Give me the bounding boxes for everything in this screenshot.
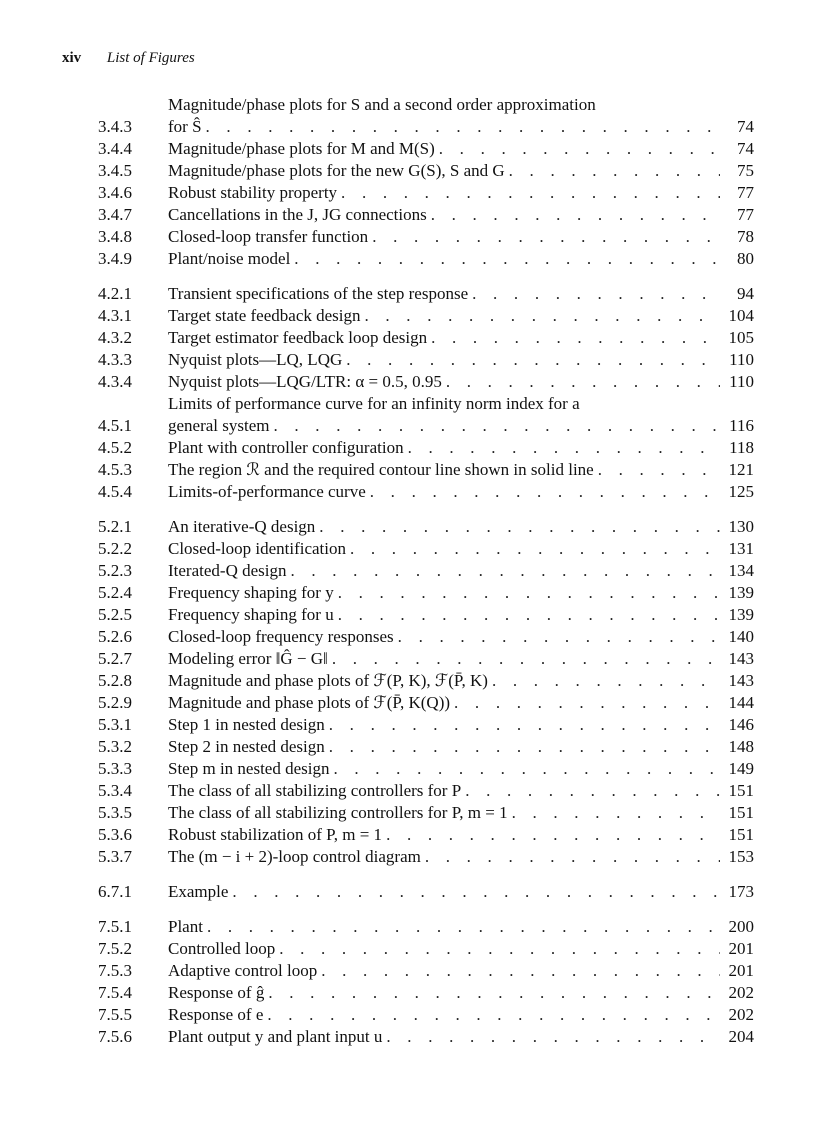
figure-entry — [98, 283, 754, 305]
figure-title: Robust stabilization of P, m = 1 — [168, 825, 383, 844]
figure-number: 5.3.3 — [98, 759, 132, 778]
figure-entry — [98, 160, 754, 182]
figure-entry — [98, 960, 754, 982]
page-ref: 110 — [729, 372, 754, 391]
dot-leader — [386, 824, 720, 846]
figure-entry — [98, 916, 754, 938]
figure-number: 7.5.5 — [98, 1005, 132, 1024]
figure-entry — [98, 846, 754, 868]
dot-leader — [232, 881, 720, 903]
figure-number: 5.3.4 — [98, 781, 132, 800]
figure-group — [98, 283, 754, 503]
dot-leader — [446, 371, 720, 393]
figure-entry — [98, 582, 754, 604]
figure-number: 7.5.2 — [98, 939, 132, 958]
figure-title: Plant — [168, 917, 203, 936]
figure-entry — [98, 437, 754, 459]
figure-number: 3.4.3 — [98, 117, 132, 136]
figure-number: 3.4.6 — [98, 183, 132, 202]
figure-number: 7.5.6 — [98, 1027, 132, 1046]
dot-leader — [370, 481, 720, 503]
dot-leader — [274, 415, 721, 437]
dot-leader — [346, 349, 720, 371]
page-ref: 74 — [737, 139, 754, 158]
figure-title: The region ℛ and the required contour line shown in solid line — [168, 460, 594, 479]
figure-title: Magnitude and phase plots of ℱ(P̄, K(Q)) — [168, 693, 451, 712]
dot-leader — [206, 116, 720, 138]
page-ref: 153 — [728, 847, 754, 866]
page-ref: 140 — [728, 627, 754, 646]
page-ref: 77 — [737, 205, 754, 224]
figure-entry — [98, 560, 754, 582]
figure-entry — [98, 459, 754, 481]
page-ref: 144 — [728, 693, 754, 712]
page-ref: 125 — [728, 482, 754, 501]
page-ref: 151 — [728, 825, 754, 844]
figure-entry — [98, 626, 754, 648]
figure-group — [98, 881, 754, 903]
dot-leader — [332, 648, 720, 670]
list-of-figures — [98, 94, 754, 1048]
dot-leader — [454, 692, 720, 714]
page-ref: 143 — [728, 649, 754, 668]
figure-number: 4.5.3 — [98, 460, 132, 479]
figure-title: for Ŝ — [168, 117, 202, 136]
figure-title: Plant output y and plant input u — [168, 1027, 383, 1046]
figure-title: Cancellations in the J, JG connections — [168, 205, 427, 224]
figure-entry — [98, 226, 754, 248]
figure-number: 5.3.7 — [98, 847, 132, 866]
figure-entry — [98, 881, 754, 903]
dot-leader — [268, 982, 720, 1004]
dot-leader — [431, 327, 720, 349]
dot-leader — [290, 560, 720, 582]
figure-number: 5.3.6 — [98, 825, 132, 844]
dot-leader — [492, 670, 720, 692]
figure-title: Step 1 in nested design — [168, 715, 325, 734]
figure-entry — [98, 305, 754, 327]
page-ref: 105 — [728, 328, 754, 347]
dot-leader — [338, 582, 720, 604]
dot-leader — [598, 459, 720, 481]
figure-entry — [98, 714, 754, 736]
figure-title: Target state feedback design — [168, 306, 361, 325]
page-ref: 151 — [728, 803, 754, 822]
page-ref: 202 — [728, 1005, 754, 1024]
dot-leader — [465, 780, 720, 802]
figure-title: Magnitude and phase plots of ℱ(P, K), ℱ(P̄, K) — [168, 671, 488, 690]
figure-group — [98, 916, 754, 1048]
page-ref: 173 — [728, 882, 754, 901]
page-ref: 143 — [728, 671, 754, 690]
figure-title: Step 2 in nested design — [168, 737, 325, 756]
figure-number: 5.2.6 — [98, 627, 132, 646]
figure-number: 4.2.1 — [98, 284, 132, 303]
figure-title: Iterated-Q design — [168, 561, 287, 580]
page-ref: 80 — [737, 249, 754, 268]
figure-entry — [98, 204, 754, 226]
figure-entry — [98, 349, 754, 371]
dot-leader — [294, 248, 720, 270]
dot-leader — [321, 960, 720, 982]
figure-entry — [98, 481, 754, 503]
figure-title: Closed-loop transfer function — [168, 227, 369, 246]
figure-entry — [98, 692, 754, 714]
figure-title: An iterative-Q design — [168, 517, 316, 536]
page-ref: 149 — [728, 759, 754, 778]
figure-title: Nyquist plots—LQ, LQG — [168, 350, 343, 369]
figure-number: 5.3.5 — [98, 803, 132, 822]
figure-number: 3.4.7 — [98, 205, 132, 224]
figure-entry — [98, 824, 754, 846]
dot-leader — [341, 182, 720, 204]
figure-number: 7.5.1 — [98, 917, 132, 936]
figure-number: 5.2.9 — [98, 693, 132, 712]
figure-title: Magnitude/phase plots for the new G(S), S and G — [168, 161, 505, 180]
figure-title: The (m − i + 2)-loop control diagram — [168, 847, 421, 866]
figure-title: Plant/noise model — [168, 249, 291, 268]
figure-title: Limits-of-performance curve — [168, 482, 366, 501]
figure-number: 4.5.1 — [98, 416, 132, 435]
figure-entry — [98, 516, 754, 538]
dot-leader — [267, 1004, 720, 1026]
figure-number: 4.5.4 — [98, 482, 132, 501]
figure-entry — [98, 248, 754, 270]
figure-number: 5.2.2 — [98, 539, 132, 558]
page-ref: 202 — [728, 983, 754, 1002]
figure-entry — [98, 670, 754, 692]
figure-title: Controlled loop — [168, 939, 276, 958]
figure-number: 4.3.3 — [98, 350, 132, 369]
dot-leader — [372, 226, 720, 248]
figure-entry — [98, 758, 754, 780]
dot-leader — [509, 160, 720, 182]
figure-entry — [98, 393, 754, 437]
figure-title: Limits of performance curve for an infinity norm index for a — [168, 394, 580, 413]
figure-entry — [98, 780, 754, 802]
figure-title: Step m in nested design — [168, 759, 330, 778]
figure-number: 5.2.8 — [98, 671, 132, 690]
figure-title: The class of all stabilizing controllers for P, m = 1 — [168, 803, 508, 822]
figure-entry — [98, 648, 754, 670]
figure-title: general system — [168, 416, 270, 435]
running-title: List of Figures — [106, 50, 195, 66]
figure-entry — [98, 802, 754, 824]
figure-title: Robust stability property — [168, 183, 338, 202]
page-ref: 78 — [737, 227, 754, 246]
figure-title: Target estimator feedback loop design — [168, 328, 428, 347]
figure-number: 3.4.9 — [98, 249, 132, 268]
dot-leader — [512, 802, 720, 824]
figure-number: 5.2.7 — [98, 649, 132, 668]
dot-leader — [386, 1026, 720, 1048]
page-ref: 131 — [728, 539, 754, 558]
figure-entry — [98, 538, 754, 560]
page-ref: 204 — [728, 1027, 754, 1046]
figure-title: Adaptive control loop — [168, 961, 318, 980]
figure-title: Magnitude/phase plots for M and M(S) — [168, 139, 435, 158]
figure-entry — [98, 327, 754, 349]
figure-entry — [98, 736, 754, 758]
dot-leader — [472, 283, 720, 305]
figure-number: 5.3.1 — [98, 715, 132, 734]
figure-title: Nyquist plots—LQG/LTR: α = 0.5, 0.95 — [168, 372, 442, 391]
figure-number: 5.3.2 — [98, 737, 132, 756]
page-ref: 75 — [737, 161, 754, 180]
dot-leader — [425, 846, 720, 868]
figure-number: 4.3.4 — [98, 372, 132, 391]
dot-leader — [408, 437, 720, 459]
figure-title: Response of e — [168, 1005, 264, 1024]
dot-leader — [279, 938, 720, 960]
page-ref: 121 — [728, 460, 754, 479]
figure-group — [98, 94, 754, 270]
figure-number: 5.2.4 — [98, 583, 132, 602]
page-ref: 139 — [728, 583, 754, 602]
figure-title: Magnitude/phase plots for S and a second order approximation — [168, 95, 596, 114]
figure-number: 7.5.4 — [98, 983, 132, 1002]
figure-number: 5.2.1 — [98, 517, 132, 536]
figure-number: 6.7.1 — [98, 882, 132, 901]
figure-entry — [98, 94, 754, 138]
figure-number: 4.5.2 — [98, 438, 132, 457]
figure-entry — [98, 1026, 754, 1048]
page-ref: 77 — [737, 183, 754, 202]
figure-title: Transient specifications of the step response — [168, 284, 469, 303]
page-ref: 94 — [737, 284, 754, 303]
page-ref: 130 — [728, 517, 754, 536]
page-ref: 151 — [728, 781, 754, 800]
figure-entry — [98, 604, 754, 626]
dot-leader — [319, 516, 720, 538]
dot-leader — [338, 604, 720, 626]
page-ref: 200 — [728, 917, 754, 936]
figure-title: Closed-loop identification — [168, 539, 346, 558]
page-ref: 146 — [728, 715, 754, 734]
page-ref: 139 — [728, 605, 754, 624]
figure-title: Response of ĝ — [168, 983, 265, 1002]
figure-title: The class of all stabilizing controllers for P — [168, 781, 462, 800]
page-ref: 74 — [737, 117, 754, 136]
page-ref: 148 — [728, 737, 754, 756]
figure-title: Example — [168, 882, 229, 901]
dot-leader — [329, 736, 720, 758]
figure-number: 3.4.5 — [98, 161, 132, 180]
page-ref: 104 — [728, 306, 754, 325]
figure-group — [98, 516, 754, 868]
page-ref: 118 — [729, 438, 754, 457]
figure-entry — [98, 371, 754, 393]
figure-title: Frequency shaping for u — [168, 605, 334, 624]
page-number: xiv — [62, 50, 82, 66]
figure-title: Closed-loop frequency responses — [168, 627, 394, 646]
figure-entry — [98, 982, 754, 1004]
figure-number: 3.4.8 — [98, 227, 132, 246]
figure-number: 7.5.3 — [98, 961, 132, 980]
figure-entry — [98, 938, 754, 960]
figure-title: Plant with controller configuration — [168, 438, 404, 457]
page-ref: 110 — [729, 350, 754, 369]
running-header — [62, 50, 195, 67]
dot-leader — [329, 714, 720, 736]
dot-leader — [350, 538, 720, 560]
figure-number: 4.3.2 — [98, 328, 132, 347]
dot-leader — [398, 626, 720, 648]
figure-entry — [98, 1004, 754, 1026]
figure-number: 3.4.4 — [98, 139, 132, 158]
figure-number: 5.2.3 — [98, 561, 132, 580]
dot-leader — [333, 758, 720, 780]
figure-number: 4.3.1 — [98, 306, 132, 325]
dot-leader — [207, 916, 720, 938]
dot-leader — [439, 138, 720, 160]
page-ref: 134 — [728, 561, 754, 580]
figure-entry — [98, 182, 754, 204]
dot-leader — [365, 305, 721, 327]
page-ref: 201 — [728, 961, 754, 980]
dot-leader — [431, 204, 720, 226]
figure-number: 5.2.5 — [98, 605, 132, 624]
figure-title: Modeling error ‖Ĝ − G‖ — [168, 649, 328, 668]
figure-title: Frequency shaping for y — [168, 583, 334, 602]
page-ref: 201 — [728, 939, 754, 958]
page-ref: 116 — [729, 416, 754, 435]
figure-entry — [98, 138, 754, 160]
